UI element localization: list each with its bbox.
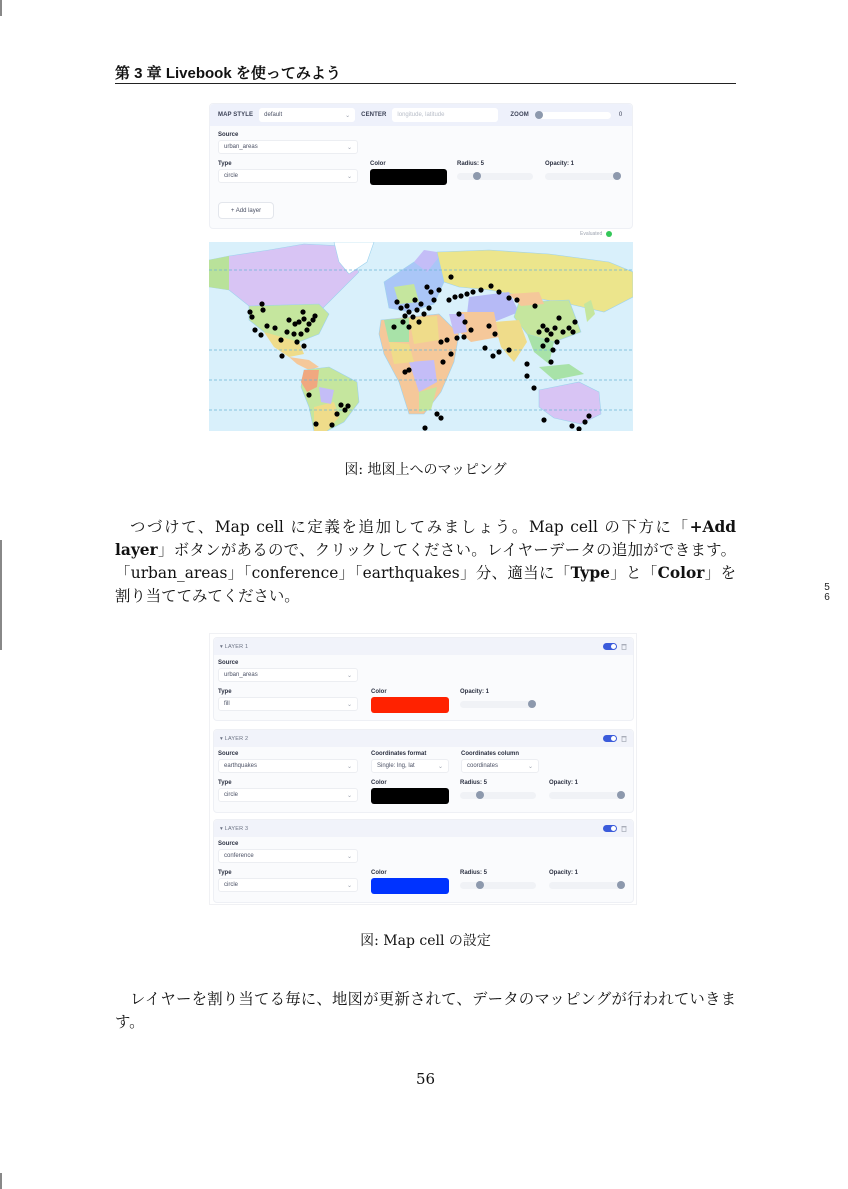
page-edge-mark [0,0,2,16]
layer-header[interactable] [214,730,633,747]
text-run: つづけて、Map cell に定義を追加してみましょう。Map cell の下方に「 [130,518,690,536]
layer-panel [213,819,634,903]
type-label: Type [218,689,232,695]
thumb-index [820,583,834,603]
opacity-slider[interactable] [549,792,625,799]
layer-title-text: LAYER 3 [224,825,249,832]
chevron-down-icon: ⌄ [437,763,443,770]
opacity-label: Opacity: 1 [460,689,490,695]
type-value: fill [224,701,230,707]
body-paragraph: レイヤーを割り当てる毎に、地図が更新されて、データのマッピングが行われていきます。 [115,990,736,1031]
trash-icon[interactable] [621,643,627,650]
type-value: circle [224,173,239,179]
world-map-graphic [209,242,633,431]
text-run: 」ボタンがあるので、クリックしてください。レイヤーデータの追加ができます。「urban_areas」「conference」「earthquakes」分、適当に「 [115,541,736,582]
page-edge-mark [0,1173,2,1189]
source-value: urban_areas [224,672,258,678]
source-field [218,132,358,154]
source-select[interactable] [218,849,358,863]
type-label: Type [218,870,232,876]
type-label: Type [218,780,232,786]
map-style-select[interactable] [259,108,355,122]
coordinates-format-label: Coordinates format [371,751,427,757]
center-input[interactable] [392,108,498,122]
chevron-down-icon: ⌄ [346,792,352,799]
map-cell-settings [209,103,633,229]
type-field [218,161,358,183]
coordinates-column-select[interactable] [461,759,539,773]
trash-icon[interactable] [621,825,627,832]
type-field [218,689,358,711]
zoom-slider[interactable] [535,112,611,119]
color-label: Color [371,780,387,786]
chevron-down-icon: ⌄ [346,882,352,889]
layer-actions [603,643,627,650]
layer-panel [213,729,634,813]
opacity-label: Opacity: 1 [549,780,579,786]
source-label: Source [218,841,239,847]
layer-title-text: LAYER 1 [224,643,249,650]
slider-knob[interactable] [476,881,484,889]
source-field [218,660,358,682]
source-field [218,751,358,773]
radius-label: Radius: 5 [460,780,488,786]
source-select[interactable] [218,759,358,773]
type-select[interactable] [218,697,358,711]
zoom-value: 0 [618,112,623,118]
type-value: circle [224,882,239,888]
slider-knob[interactable] [473,172,481,180]
text-run-bold: Type [570,564,610,582]
coordinates-format-select[interactable] [371,759,449,773]
color-swatch[interactable] [371,878,449,894]
page-number: 56 [415,1070,436,1088]
slider-knob[interactable] [617,881,625,889]
type-field [218,870,358,892]
color-label: Color [371,870,387,876]
color-label: Color [371,689,387,695]
chevron-down-icon: ⌄ [346,763,352,770]
status-label: Evaluated [580,231,603,237]
layer-toggle[interactable] [603,735,617,742]
color-swatch[interactable] [371,788,449,804]
color-field [370,161,447,185]
color-label: Color [370,161,386,167]
layer-header[interactable] [214,638,633,655]
coordinates-column-field [461,751,539,773]
source-value: conference [224,853,254,859]
add-layer-button[interactable]: + Add layer [218,202,274,219]
layer-toggle[interactable] [603,825,617,832]
map-style-value: default [264,112,283,118]
layer-title: ▾ LAYER 3 [220,825,249,832]
type-select[interactable] [218,788,358,802]
slider-knob[interactable] [617,791,625,799]
figure-caption: 図: 地図上へのマッピング [344,462,507,478]
center-label: CENTER [361,112,387,118]
color-field [371,689,449,713]
trash-icon[interactable] [621,735,627,742]
thumb-index-digit: 6 [824,592,830,603]
color-field [371,780,449,804]
opacity-label: Opacity: 1 [549,870,579,876]
opacity-field [549,780,625,799]
layer-header[interactable] [214,820,633,837]
radius-field [460,780,536,799]
opacity-slider[interactable] [460,701,536,708]
opacity-field [460,689,536,708]
type-label: Type [218,161,232,167]
color-swatch[interactable] [370,169,447,185]
opacity-label: Opacity: 1 [545,161,575,167]
source-select[interactable] [218,140,358,154]
map-cell-topbar [210,104,632,126]
type-select[interactable] [218,169,358,183]
text-run: 」を割り当ててみてください。 [115,564,736,605]
chevron-down-icon: ⌄ [346,701,352,708]
radius-label: Radius: 5 [460,870,488,876]
radius-field [457,161,533,180]
type-value: circle [224,792,239,798]
source-label: Source [218,751,239,757]
layer-title-text: LAYER 2 [224,735,249,742]
center-placeholder: longitude, latitude [397,112,445,118]
chevron-down-icon: ⌄ [346,173,352,180]
slider-knob[interactable] [535,111,543,119]
color-field [371,870,449,894]
zoom-label: ZOOM [510,112,529,118]
slider-knob[interactable] [613,172,621,180]
chevron-down-icon: ⌄ [346,144,352,151]
layer-title: ▾ LAYER 1 [220,643,249,650]
source-select[interactable] [218,668,358,682]
figure-caption: 図: Map cell の設定 [360,933,491,949]
chevron-down-icon: ⌄ [345,112,351,119]
text-run-bold: +Add layer [115,518,736,559]
coordinates-format-value: Single: lng, lat [377,763,415,769]
chapter-header: 第 3 章 Livebook を使ってみよう [115,64,736,84]
page-edge-mark [0,540,2,650]
coordinates-column-value: coordinates [467,763,499,769]
body-paragraph [115,516,736,608]
status-dot-icon [606,231,612,237]
type-field [218,780,358,802]
map-style-label: MAP STYLE [218,112,254,118]
chevron-down-icon: ⌄ [346,672,352,679]
layers-settings [209,633,637,905]
chevron-down-icon: ⌄ [346,853,352,860]
opacity-field [545,161,621,180]
radius-slider[interactable] [457,173,533,180]
color-swatch[interactable] [371,697,449,713]
text-run-bold: Color [657,564,705,582]
evaluation-status [580,231,612,237]
radius-label: Radius: 5 [457,161,485,167]
opacity-slider[interactable] [549,882,625,889]
world-map[interactable] [209,242,633,431]
layer-panel [213,637,634,721]
layer-title: ▾ LAYER 2 [220,735,249,742]
slider-knob[interactable] [528,700,536,708]
text-run: 」と「 [609,564,658,582]
opacity-field [549,870,625,889]
coordinates-format-field [371,751,449,773]
radius-slider[interactable] [460,792,536,799]
source-value: urban_areas [224,144,258,150]
radius-slider[interactable] [460,882,536,889]
slider-knob[interactable] [476,791,484,799]
source-value: earthquakes [224,763,258,769]
layer-actions [603,735,627,742]
coordinates-column-label: Coordinates column [461,751,520,757]
type-select[interactable] [218,878,358,892]
opacity-slider[interactable] [545,173,621,180]
thumb-index-digit: 5 [824,582,830,593]
source-label: Source [218,132,239,138]
chevron-down-icon: ⌄ [527,763,533,770]
layer-toggle[interactable] [603,643,617,650]
source-label: Source [218,660,239,666]
source-field [218,841,358,863]
layer-actions [603,825,627,832]
radius-field [460,870,536,889]
